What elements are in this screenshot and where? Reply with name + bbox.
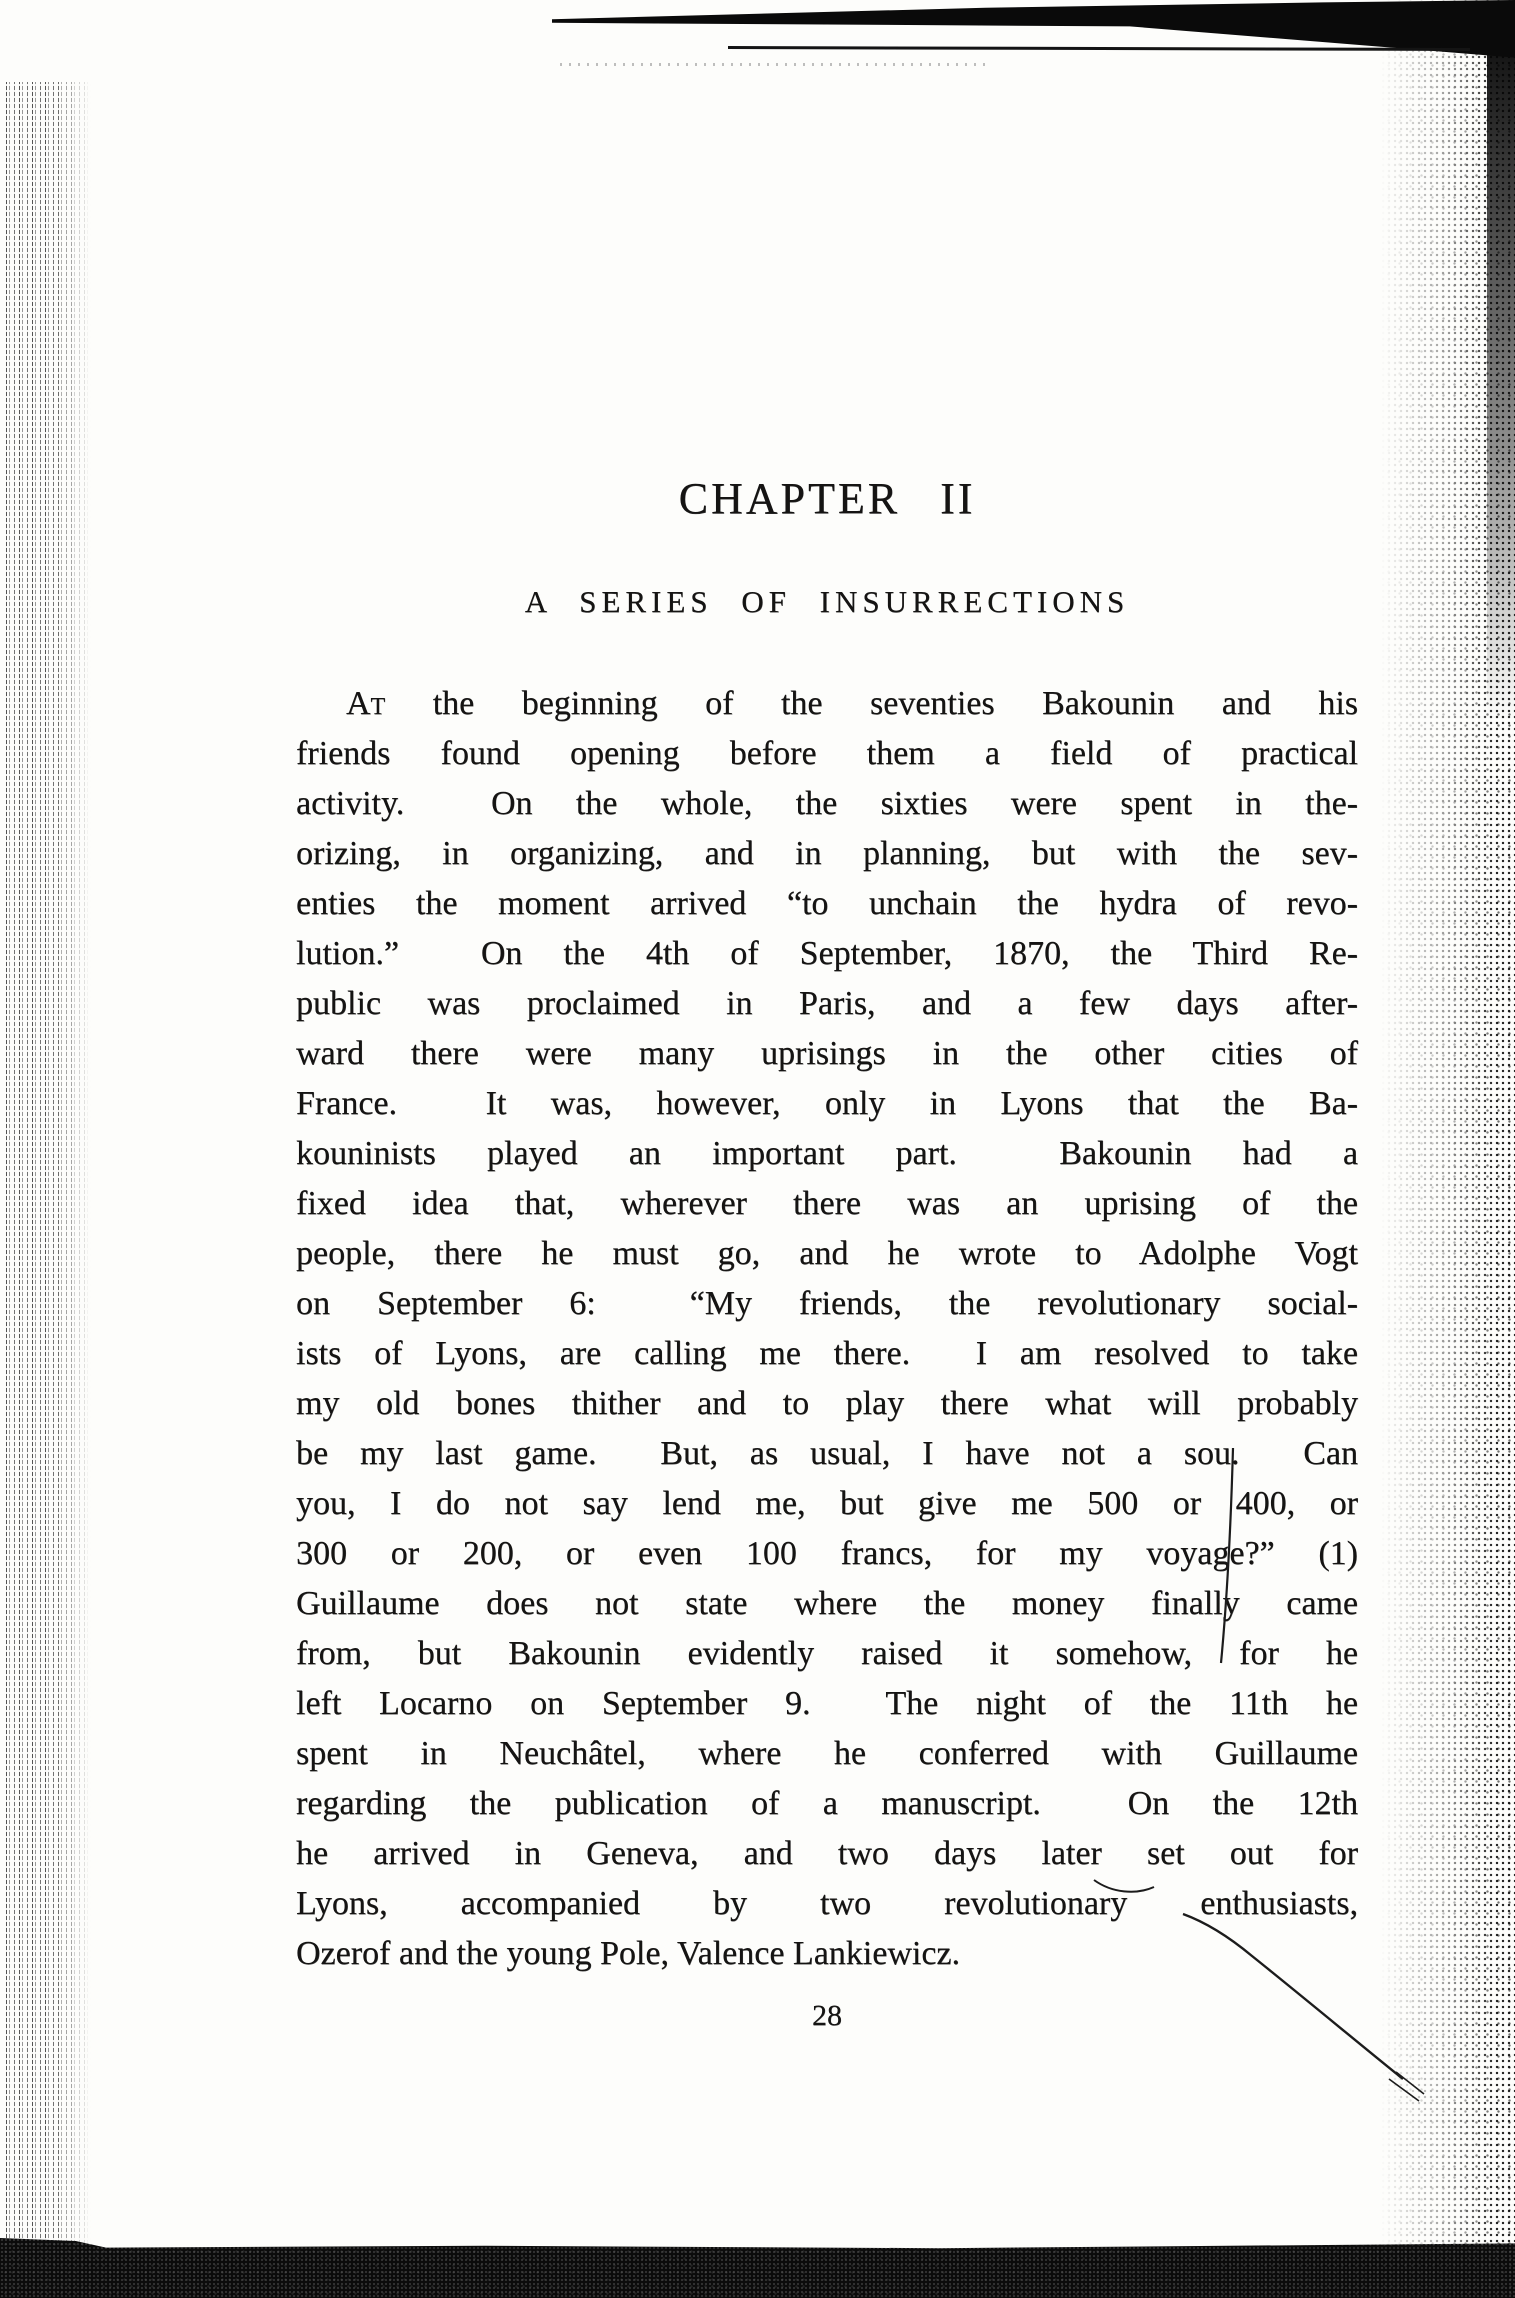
body-line: my old bones thither and to play there what will probably <box>296 1385 1358 1422</box>
body-paragraph <box>296 679 1358 1979</box>
top-edge-line <box>728 46 1470 51</box>
body-line: on September 6: “My friends, the revolutionary social- <box>296 1285 1358 1322</box>
body-line: be my last game. But, as usual, I have not a sou. Can <box>296 1435 1358 1472</box>
body-line: you, I do not say lend me, but give me 500 or 400, or <box>296 1485 1358 1522</box>
first-line-rest: the beginning of the seventies Bakounin and his <box>385 685 1358 722</box>
body-lines <box>296 729 1358 1979</box>
bottom-edge-bar <box>0 2238 1515 2298</box>
body-line: friends found opening before them a field of practical <box>296 735 1358 772</box>
body-line: people, there he must go, and he wrote to Adolphe Vogt <box>296 1235 1358 1272</box>
body-line: left Locarno on September 9. The night of the 11th he <box>296 1685 1358 1722</box>
right-edge-strip <box>1487 40 1515 720</box>
lead-word: At <box>346 685 386 722</box>
body-line: Guillaume does not state where the money finally came <box>296 1585 1358 1622</box>
body-line: from, but Bakounin evidently raised it somehow, for he <box>296 1635 1358 1672</box>
section-title: A SERIES OF INSURRECTIONS <box>524 584 1130 619</box>
body-line: fixed idea that, wherever there was an uprising of the <box>296 1185 1358 1222</box>
body-line: enties the moment arrived “to unchain the hydra of revo- <box>296 885 1358 922</box>
body-line: ists of Lyons, are calling me there. I am resolved to take <box>296 1335 1358 1372</box>
body-line: lution.” On the 4th of September, 1870, the Third Re- <box>296 935 1358 972</box>
body-line: 300 or 200, or even 100 francs, for my voyage?” (1) <box>296 1535 1358 1572</box>
body-line: activity. On the whole, the sixties were spent in the- <box>296 785 1358 822</box>
top-edge-specks <box>560 63 990 66</box>
top-edge-wedge <box>552 0 1515 60</box>
left-gutter-shadow <box>6 82 92 2246</box>
body-line: orizing, in organizing, and in planning, but with the sev- <box>296 835 1358 872</box>
body-line: regarding the publication of a manuscript. On the 12th <box>296 1785 1358 1822</box>
body-line: France. It was, however, only in Lyons that the Ba- <box>296 1085 1358 1122</box>
body-line: Lyons, accompanied by two revolutionary enthusiasts, <box>296 1885 1358 1922</box>
body-line: he arrived in Geneva, and two days later set out for <box>296 1835 1358 1872</box>
body-line-first <box>296 679 1358 729</box>
body-line: spent in Neuchâtel, where he conferred with Guillaume <box>296 1735 1358 1772</box>
chapter-title: CHAPTER II <box>678 474 976 523</box>
body-line: public was proclaimed in Paris, and a few days after- <box>296 985 1358 1022</box>
body-line: Ozerof and the young Pole, Valence Lankiewicz. <box>296 1935 961 1972</box>
body-line: ward there were many uprisings in the other cities of <box>296 1035 1358 1072</box>
page-number: 28 <box>812 1999 842 2032</box>
body-line: kouninists played an important part. Bakounin had a <box>296 1135 1358 1172</box>
